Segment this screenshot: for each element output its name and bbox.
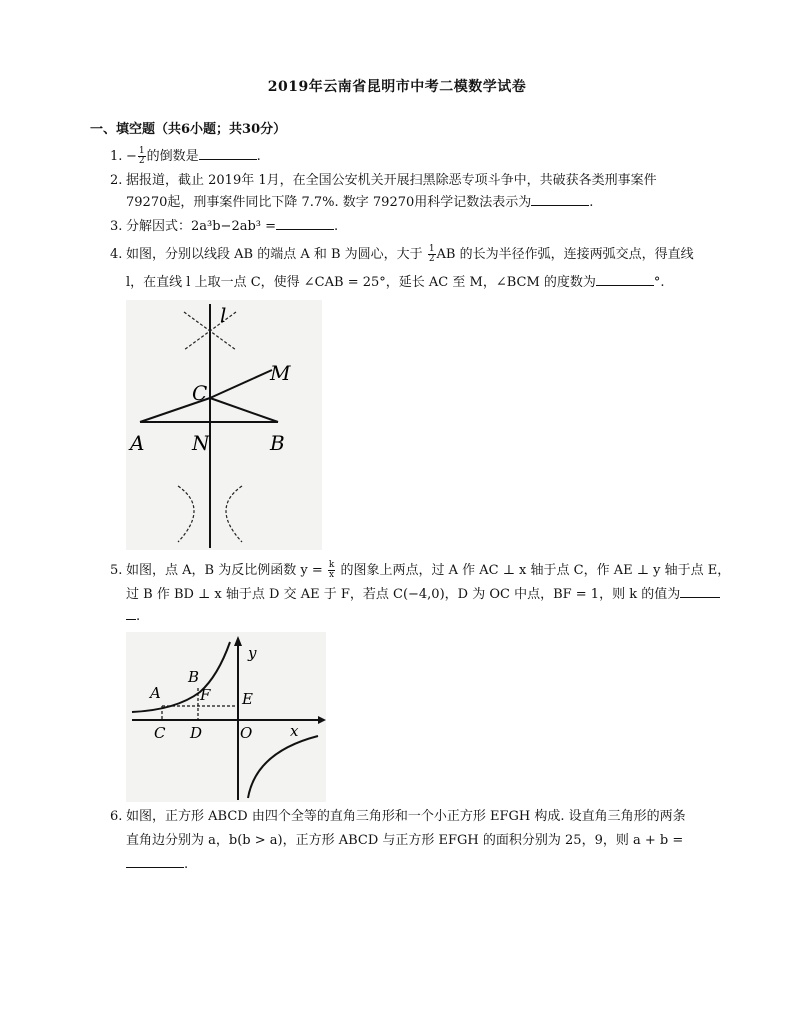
label-y: y xyxy=(248,644,257,662)
answer-blank-cont xyxy=(126,607,136,620)
question-text-b: AB 的长为半径作弧，连接两弧交点，得直线 xyxy=(436,247,694,262)
question-text-line2: 过 B 作 BD ⊥ x 轴于点 D 交 AE 于 F，若点 C(−4,0)，D 为 OC 中点，BF = 1，则 k 的值为 xyxy=(126,587,681,602)
label-M: M xyxy=(270,361,291,385)
label-B: B xyxy=(188,668,200,686)
question-text: 的倒数是 xyxy=(146,149,199,164)
question-text-a: 如图，分别以线段 AB 的端点 A 和 B 为圆心，大于 xyxy=(126,247,427,262)
question-number: 2. xyxy=(110,173,123,188)
figure-5-svg xyxy=(126,632,326,802)
x-axis-arrow xyxy=(318,716,326,724)
frac-numerator: 1 xyxy=(428,244,435,254)
period: . xyxy=(184,857,189,872)
page-title: 2019年云南省昆明市中考二模数学试卷 xyxy=(267,79,527,95)
label-l: l xyxy=(220,303,227,327)
fraction xyxy=(428,245,436,264)
period: . xyxy=(136,609,141,624)
label-C: C xyxy=(192,381,208,405)
question-number: 5. xyxy=(110,563,123,578)
question-text-b: 的图象上两点，过 A 作 AC ⊥ x 轴于点 C，作 AE ⊥ y 轴于点 E， xyxy=(336,563,731,578)
frac-numerator: k xyxy=(328,560,335,570)
question-number: 6. xyxy=(110,809,123,824)
label-O: O xyxy=(240,724,253,742)
question-text-line1: 据报道，截止 2019年 1月，在全国公安机关开展扫黑除恶专项斗争中，共破获各类刑事案件 xyxy=(126,173,657,188)
label-A: A xyxy=(130,431,145,455)
frac-denominator: 2 xyxy=(138,156,145,166)
question-text-line2: 79270起，刑事案件同比下降 7.7%. 数字 79270用科学记数法表示为 xyxy=(126,195,532,210)
period: . xyxy=(589,195,594,210)
label-B: B xyxy=(270,431,285,455)
frac-numerator: 1 xyxy=(138,146,145,156)
answer-blank[interactable] xyxy=(531,193,589,206)
answer-blank[interactable] xyxy=(276,217,334,230)
label-A: A xyxy=(150,684,161,702)
section-heading: 一、填空题（共6小题；共30分） xyxy=(90,122,287,137)
question-number: 1. xyxy=(110,149,123,164)
label-F: F xyxy=(200,686,211,704)
label-D: D xyxy=(190,724,203,742)
figure-4 xyxy=(126,300,322,550)
frac-denominator: 2 xyxy=(428,254,435,264)
question-text-line1: 如图，正方形 ABCD 由四个全等的直角三角形和一个小正方形 EFGH 构成. 设直角三角形的两条 xyxy=(126,809,686,824)
question-text-line2: l，在直线 l 上取一点 C，使得 ∠CAB = 25°，延长 AC 至 M，∠BCM 的度数为 xyxy=(126,275,596,290)
label-C: C xyxy=(154,724,166,742)
question-5 xyxy=(110,560,750,628)
segment-CM xyxy=(210,370,272,398)
figure-4-svg xyxy=(126,300,322,550)
question-number: 3. xyxy=(110,219,123,234)
question-3 xyxy=(110,216,710,238)
answer-blank[interactable] xyxy=(199,147,257,160)
label-E: E xyxy=(242,690,253,708)
question-text-line2: 直角边分别为 a，b(b > a)，正方形 ABCD 与正方形 EFGH 的面积分别为 25，9，则 a + b = xyxy=(126,833,684,848)
question-6 xyxy=(110,806,730,876)
label-N: N xyxy=(192,431,210,455)
label-x: x xyxy=(290,722,299,740)
answer-blank[interactable] xyxy=(596,273,654,286)
period: . xyxy=(256,149,261,164)
degree-end: °. xyxy=(653,275,665,290)
question-text-a: 如图，点 A，B 为反比例函数 y = xyxy=(126,563,327,578)
question-text: 分解因式：2a³b−2ab³ = xyxy=(126,219,277,234)
answer-blank[interactable] xyxy=(126,855,184,868)
question-number: 4. xyxy=(110,247,123,262)
figure-5 xyxy=(126,632,326,802)
fraction xyxy=(328,561,335,580)
question-4 xyxy=(110,244,710,294)
hyperbola-branch-left xyxy=(132,642,230,712)
question-2 xyxy=(110,170,710,214)
segment-CB xyxy=(210,398,278,422)
frac-denominator: x xyxy=(329,570,335,580)
answer-blank[interactable] xyxy=(680,585,720,598)
y-axis-arrow xyxy=(234,636,242,646)
fraction xyxy=(138,147,146,166)
neg-sign: − xyxy=(126,149,137,164)
period: . xyxy=(334,219,339,234)
question-1 xyxy=(110,146,710,168)
hyperbola-branch-right xyxy=(248,736,318,798)
